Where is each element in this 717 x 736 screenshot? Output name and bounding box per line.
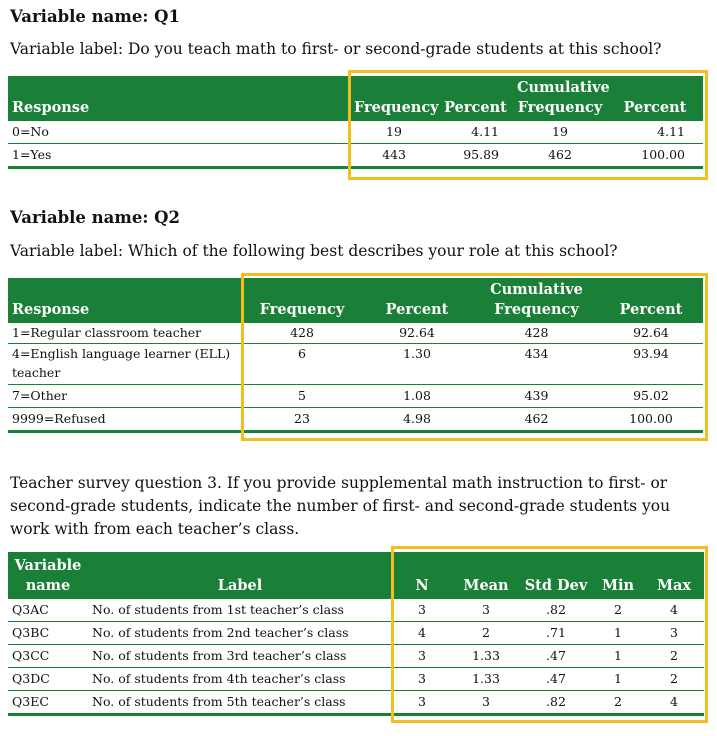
- q3-summary-table: [8, 552, 704, 716]
- q2-cell-response: 1=Regular classroom teacher: [8, 323, 244, 344]
- q3-header-std-dev: Std Dev: [520, 552, 592, 599]
- q2-cell-frequency: 5: [244, 385, 360, 408]
- q2-cell-percent: 4.98: [360, 408, 474, 432]
- table-row: [8, 121, 703, 144]
- q3-cell-var: Q3DC: [8, 668, 88, 691]
- q3-cell-label: No. of students from 5th teacher’s class: [88, 691, 392, 715]
- q2-cell-frequency: 23: [244, 408, 360, 432]
- q2-cell-response: 7=Other: [8, 385, 244, 408]
- q2-header-cumulative-frequency: [474, 278, 599, 323]
- q3-cell-label: No. of students from 1st teacher’s class: [88, 599, 392, 622]
- table-row: [8, 323, 703, 344]
- q2-header-frequency: Frequency: [244, 278, 360, 323]
- q3-cell-var: Q3AC: [8, 599, 88, 622]
- q2-cell-percent: 92.64: [360, 323, 474, 344]
- q1-header-cumulative-frequency: [513, 76, 610, 121]
- q1-header-cumulative-percent: Percent: [607, 76, 703, 121]
- q2-cell-cum-frequency: 434: [474, 344, 599, 385]
- q3-cell-std: .47: [520, 645, 592, 668]
- table-row: [8, 645, 704, 668]
- q3-cell-std: .71: [520, 622, 592, 645]
- table-row: [8, 344, 703, 385]
- q3-description: Teacher survey question 3. If you provide supplemental math instruction to first- or second-grade students, indicate the number of first- and second-grade students you work with from each teacher’s class.: [10, 474, 671, 538]
- q3-header-variable-name: [8, 552, 88, 599]
- q3-cell-min: 2: [592, 599, 644, 622]
- table-row: [8, 691, 704, 715]
- q2-variable-name: Variable name: Q2: [10, 208, 181, 227]
- q3-cell-mean: 1.33: [452, 645, 520, 668]
- q3-cell-min: 1: [592, 645, 644, 668]
- q1-cell-percent: 95.89: [438, 144, 513, 168]
- q3-cell-max: 2: [644, 668, 704, 691]
- q3-header-n: N: [392, 552, 452, 599]
- q1-cell-cum-frequency: 462: [513, 144, 607, 168]
- q3-cell-std: .82: [520, 599, 592, 622]
- q3-header-min: Min: [592, 552, 644, 599]
- q2-header-percent: Percent: [360, 278, 474, 323]
- q1-variable-name: Variable name: Q1: [10, 7, 181, 26]
- q2-cell-response: 4=English language learner (ELL) teacher: [8, 344, 244, 385]
- q3-cell-n: 3: [392, 668, 452, 691]
- q1-header-cum-top: Cumulative: [517, 79, 610, 96]
- q1-header-cum-bottom: Frequency: [517, 99, 603, 116]
- q2-header-cum-top: Cumulative: [490, 281, 583, 298]
- q3-cell-std: .47: [520, 668, 592, 691]
- q3-cell-var: Q3CC: [8, 645, 88, 668]
- q3-cell-max: 4: [644, 599, 704, 622]
- q3-cell-n: 4: [392, 622, 452, 645]
- q3-cell-var: Q3BC: [8, 622, 88, 645]
- table-row: [8, 599, 704, 622]
- q2-cell-response: 9999=Refused: [8, 408, 244, 432]
- q2-header-cumulative-percent: Percent: [599, 278, 703, 323]
- q1-header-response: Response: [8, 76, 350, 121]
- q2-cell-frequency: 6: [244, 344, 360, 385]
- q2-frequency-table: [8, 278, 703, 433]
- q2-header-cum-bottom: Frequency: [494, 301, 579, 318]
- q3-cell-max: 4: [644, 691, 704, 715]
- table-row: [8, 622, 704, 645]
- table-row: [8, 408, 703, 432]
- q3-cell-mean: 2: [452, 622, 520, 645]
- q2-cell-cum-percent: 92.64: [599, 323, 703, 344]
- q3-cell-max: 2: [644, 645, 704, 668]
- q3-cell-var: Q3EC: [8, 691, 88, 715]
- q3-cell-min: 2: [592, 691, 644, 715]
- q1-header-percent: Percent: [438, 76, 513, 121]
- q1-frequency-table: [8, 76, 703, 169]
- q3-cell-mean: 1.33: [452, 668, 520, 691]
- q3-cell-n: 3: [392, 599, 452, 622]
- q3-cell-min: 1: [592, 668, 644, 691]
- q2-cell-percent: 1.08: [360, 385, 474, 408]
- q3-header-var-bottom: name: [25, 577, 71, 594]
- q3-cell-max: 3: [644, 622, 704, 645]
- q3-cell-n: 3: [392, 645, 452, 668]
- q3-header-max: Max: [644, 552, 704, 599]
- q1-variable-label: Variable label: Do you teach math to first- or second-grade students at this school?: [10, 40, 662, 58]
- q3-cell-std: .82: [520, 691, 592, 715]
- q2-cell-cum-percent: 100.00: [599, 408, 703, 432]
- q2-variable-label: Variable label: Which of the following best describes your role at this school?: [10, 242, 618, 260]
- q3-header-label: Label: [88, 552, 392, 599]
- q2-cell-cum-percent: 95.02: [599, 385, 703, 408]
- q2-cell-cum-frequency: 462: [474, 408, 599, 432]
- q2-cell-frequency: 428: [244, 323, 360, 344]
- table-row: [8, 144, 703, 168]
- q1-cell-response: 0=No: [8, 121, 350, 144]
- q3-cell-min: 1: [592, 622, 644, 645]
- q1-header-frequency: Frequency: [350, 76, 438, 121]
- q1-cell-response: 1=Yes: [8, 144, 350, 168]
- q3-cell-mean: 3: [452, 599, 520, 622]
- q2-cell-percent: 1.30: [360, 344, 474, 385]
- q3-cell-mean: 3: [452, 691, 520, 715]
- table-row: [8, 385, 703, 408]
- q2-cell-cum-frequency: 439: [474, 385, 599, 408]
- q2-cell-cum-frequency: 428: [474, 323, 599, 344]
- q1-cell-frequency: 443: [350, 144, 438, 168]
- q3-header-mean: Mean: [452, 552, 520, 599]
- q3-cell-n: 3: [392, 691, 452, 715]
- table-row: [8, 668, 704, 691]
- q1-cell-frequency: 19: [350, 121, 438, 144]
- q3-cell-label: No. of students from 2nd teacher’s class: [88, 622, 392, 645]
- q3-cell-label: No. of students from 4th teacher’s class: [88, 668, 392, 691]
- q1-cell-cum-percent: 4.11: [607, 121, 703, 144]
- q1-cell-cum-frequency: 19: [513, 121, 607, 144]
- q3-cell-label: No. of students from 3rd teacher’s class: [88, 645, 392, 668]
- q3-header-var-top: Variable: [14, 557, 82, 574]
- q2-cell-cum-percent: 93.94: [599, 344, 703, 385]
- q1-cell-percent: 4.11: [438, 121, 513, 144]
- q1-cell-cum-percent: 100.00: [607, 144, 703, 168]
- q2-header-response: Response: [8, 278, 244, 323]
